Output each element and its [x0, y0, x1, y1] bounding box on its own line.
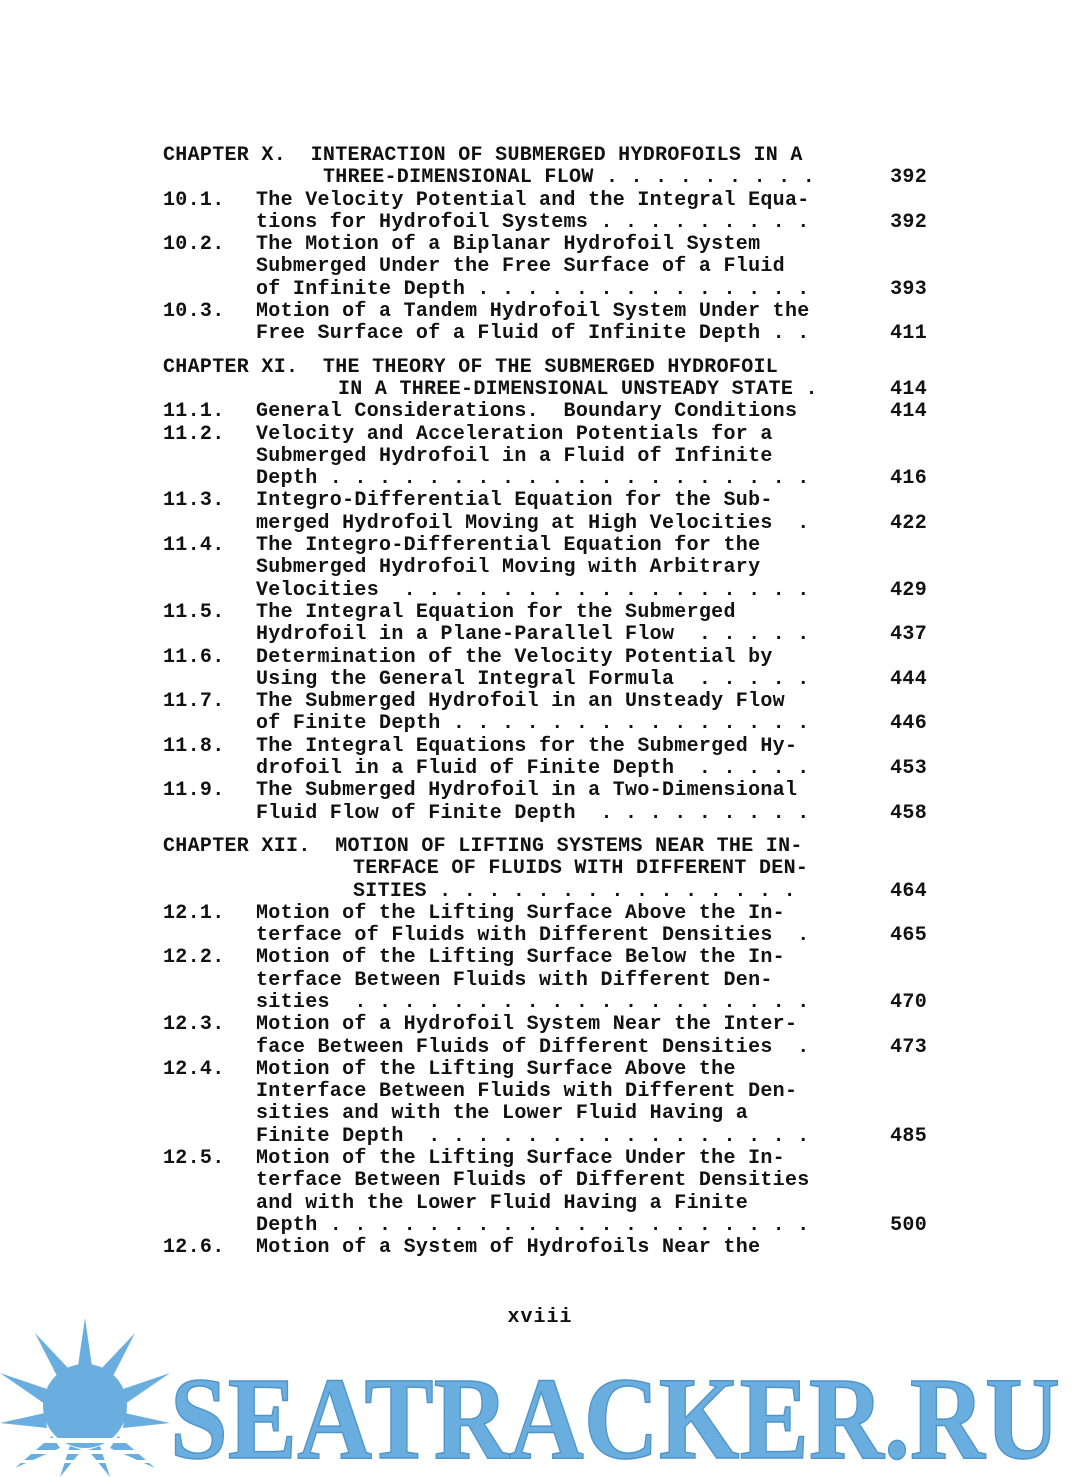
page-number: 437	[890, 623, 927, 647]
section-number: 12.3.	[163, 1013, 225, 1037]
section-title-cont: Interface Between Fluids with Different Den-	[256, 1080, 798, 1104]
toc-entry	[163, 780, 933, 802]
chapter-title-cont: IN A THREE-DIMENSIONAL UNSTEADY STATE .	[338, 377, 818, 401]
toc-entry-cont	[163, 446, 933, 468]
section-title: The Submerged Hydrofoil in a Two-Dimensional	[256, 779, 798, 803]
section-title-cont: Free Surface of a Fluid of Infinite Depth . .	[256, 322, 810, 346]
page-number: 429	[890, 578, 927, 602]
toc-entry-cont	[163, 624, 933, 646]
page-number: 416	[890, 467, 927, 491]
section-number: 11.4.	[163, 534, 225, 558]
section-title-cont: of Infinite Depth . . . . . . . . . . . . . .	[256, 277, 810, 301]
page-number: 414	[890, 377, 927, 401]
toc-entry	[163, 535, 933, 557]
toc-entry	[163, 301, 933, 323]
page-number: 453	[890, 757, 927, 781]
section-title-cont: Depth . . . . . . . . . . . . . . . . . . . .	[256, 1213, 810, 1237]
toc-entry-cont	[163, 1126, 933, 1148]
chapter-heading	[163, 836, 933, 858]
section-title-cont: merged Hydrofoil Moving at High Velocities .	[256, 511, 810, 535]
section-number: 11.7.	[163, 690, 225, 714]
section-title: Motion of the Lifting Surface Below the In-	[256, 946, 785, 970]
toc-entry	[163, 736, 933, 758]
section-title-cont: and with the Lower Fluid Having a Finite	[256, 1191, 749, 1215]
section-title: The Velocity Potential and the Integral Equa-	[256, 188, 810, 212]
toc-entry-cont	[163, 580, 933, 602]
toc-entry	[163, 647, 933, 669]
section-title-cont: tions for Hydrofoil Systems . . . . . . . . .	[256, 210, 810, 234]
page-number: 414	[890, 400, 927, 424]
toc-entry	[163, 401, 933, 423]
toc-entry-cont	[163, 1215, 933, 1237]
page-number: 500	[890, 1213, 927, 1237]
section-number: 12.4.	[163, 1057, 225, 1081]
section-number: 10.1.	[163, 188, 225, 212]
toc-entry-cont	[163, 1103, 933, 1125]
section-number: 11.3.	[163, 489, 225, 513]
toc-entry-cont	[163, 1037, 933, 1059]
toc-entry-cont	[163, 925, 933, 947]
toc-entry	[163, 1059, 933, 1081]
chapter-heading	[163, 357, 933, 379]
toc-entry-cont	[163, 669, 933, 691]
page-number: 446	[890, 712, 927, 736]
section-title: Motion of the Lifting Surface Under the In-	[256, 1147, 785, 1171]
toc-entry	[163, 490, 933, 512]
section-title-cont: Submerged Hydrofoil in a Fluid of Infinite	[256, 444, 773, 468]
toc-entry-cont	[163, 513, 933, 535]
toc-entry-cont	[163, 323, 933, 345]
page-number: 444	[890, 667, 927, 691]
section-number: 10.2.	[163, 233, 225, 257]
section-title: Motion of a Tandem Hydrofoil System Under the	[256, 300, 810, 324]
toc-entry	[163, 1237, 933, 1259]
section-number: 11.9.	[163, 779, 225, 803]
section-title-cont: face Between Fluids of Different Densities .	[256, 1035, 810, 1059]
page-number: 473	[890, 1035, 927, 1059]
toc-entry-cont	[163, 1193, 933, 1215]
toc-entry-cont	[163, 1081, 933, 1103]
section-title-cont: sities and with the Lower Fluid Having a	[256, 1102, 749, 1126]
toc-entry-cont	[163, 992, 933, 1014]
chapter-heading-cont	[163, 858, 933, 880]
section-number: 11.6.	[163, 645, 225, 669]
section-title-cont: Using the General Integral Formula . . . . .	[256, 667, 810, 691]
toc-entry-cont	[163, 1170, 933, 1192]
toc-entry	[163, 424, 933, 446]
section-title: Velocity and Acceleration Potentials for a	[256, 422, 773, 446]
section-title: The Submerged Hydrofoil in an Unsteady Flow	[256, 690, 785, 714]
page-number: 422	[890, 511, 927, 535]
chapter-heading-cont	[163, 379, 933, 401]
chapter-title: CHAPTER XII. MOTION OF LIFTING SYSTEMS NEAR THE IN-	[163, 834, 803, 858]
toc-entry-cont	[163, 758, 933, 780]
toc-entry	[163, 947, 933, 969]
page-number: 465	[890, 924, 927, 948]
toc-entry	[163, 234, 933, 256]
toc-entry-cont	[163, 279, 933, 301]
page-number: 393	[890, 277, 927, 301]
section-title-cont: Finite Depth . . . . . . . . . . . . . . . .	[256, 1124, 810, 1148]
table-of-contents	[163, 145, 933, 1260]
page-number: 485	[890, 1124, 927, 1148]
toc-entry-cont	[163, 803, 933, 825]
section-title: Motion of the Lifting Surface Above the In-	[256, 901, 785, 925]
section-title: Motion of a System of Hydrofoils Near the	[256, 1236, 761, 1260]
toc-entry	[163, 602, 933, 624]
section-title: The Integro-Differential Equation for the	[256, 534, 761, 558]
chapter-title-cont: SITIES . . . . . . . . . . . . . . .	[353, 879, 796, 903]
section-number: 12.2.	[163, 946, 225, 970]
toc-entry-cont	[163, 557, 933, 579]
section-title-cont: terface Between Fluids of Different Densities	[256, 1169, 810, 1193]
chapter-heading-cont	[163, 167, 933, 189]
section-title-cont: Fluid Flow of Finite Depth . . . . . . . . .	[256, 801, 810, 825]
section-title: The Integral Equations for the Submerged Hy-	[256, 734, 798, 758]
section-title-cont: Hydrofoil in a Plane-Parallel Flow . . . . .	[256, 623, 810, 647]
toc-entry	[163, 1148, 933, 1170]
section-title-cont: Depth . . . . . . . . . . . . . . . . . . . .	[256, 467, 810, 491]
toc-entry	[163, 1014, 933, 1036]
section-number: 12.5.	[163, 1147, 225, 1171]
section-number: 11.1.	[163, 400, 225, 424]
section-title-cont: of Finite Depth . . . . . . . . . . . . . . .	[256, 712, 810, 736]
section-number: 12.6.	[163, 1236, 225, 1260]
section-title-cont: terface of Fluids with Different Densities .	[256, 924, 810, 948]
chapter-heading	[163, 145, 933, 167]
chapter-title-cont: TERFACE OF FLUIDS WITH DIFFERENT DEN-	[353, 857, 809, 881]
section-title-cont: sities . . . . . . . . . . . . . . . . . . .	[256, 990, 810, 1014]
section-number: 12.1.	[163, 901, 225, 925]
section-title-cont: Submerged Hydrofoil Moving with Arbitrary	[256, 556, 761, 580]
toc-entry	[163, 903, 933, 925]
page-number: 458	[890, 801, 927, 825]
section-title: Motion of a Hydrofoil System Near the Inter-	[256, 1013, 798, 1037]
section-title-cont: Submerged Under the Free Surface of a Fluid	[256, 255, 785, 279]
section-number: 11.5.	[163, 600, 225, 624]
section-title-cont: terface Between Fluids with Different Den-	[256, 968, 773, 992]
section-title: General Considerations. Boundary Conditions	[256, 400, 798, 424]
section-title: Motion of the Lifting Surface Above the	[256, 1057, 736, 1081]
toc-entry	[163, 691, 933, 713]
toc-entry	[163, 190, 933, 212]
page-number: 392	[890, 210, 927, 234]
page-footer-number: xviii	[507, 1306, 573, 1329]
section-number: 11.8.	[163, 734, 225, 758]
toc-entry-cont	[163, 970, 933, 992]
chapter-title-cont: THREE-DIMENSIONAL FLOW . . . . . . . . .	[323, 166, 816, 190]
page-number: 470	[890, 990, 927, 1014]
section-title-cont: drofoil in a Fluid of Finite Depth . . . . .	[256, 757, 810, 781]
section-title-cont: Velocities . . . . . . . . . . . . . . . . .	[256, 578, 810, 602]
toc-entry-cont	[163, 713, 933, 735]
section-title: The Integral Equation for the Submerged	[256, 600, 736, 624]
chapter-title: CHAPTER X. INTERACTION OF SUBMERGED HYDROFOILS IN A	[163, 144, 803, 167]
page-number: 411	[890, 322, 927, 346]
page-number: 464	[890, 879, 927, 903]
watermark	[0, 1318, 1080, 1477]
section-title: Determination of the Velocity Potential by	[256, 645, 773, 669]
chapter-heading-cont	[163, 881, 933, 903]
section-title: The Motion of a Biplanar Hydrofoil System	[256, 233, 761, 257]
section-number: 11.2.	[163, 422, 225, 446]
chapter-title: CHAPTER XI. THE THEORY OF THE SUBMERGED HYDROFOIL	[163, 355, 779, 379]
toc-entry-cont	[163, 212, 933, 234]
watermark-text: SEATRACKER.RU	[170, 1353, 1060, 1477]
toc-entry-cont	[163, 256, 933, 278]
section-title: Integro-Differential Equation for the Sub-	[256, 489, 773, 513]
section-number: 10.3.	[163, 300, 225, 324]
page-number: 392	[890, 166, 927, 190]
toc-entry-cont	[163, 468, 933, 490]
